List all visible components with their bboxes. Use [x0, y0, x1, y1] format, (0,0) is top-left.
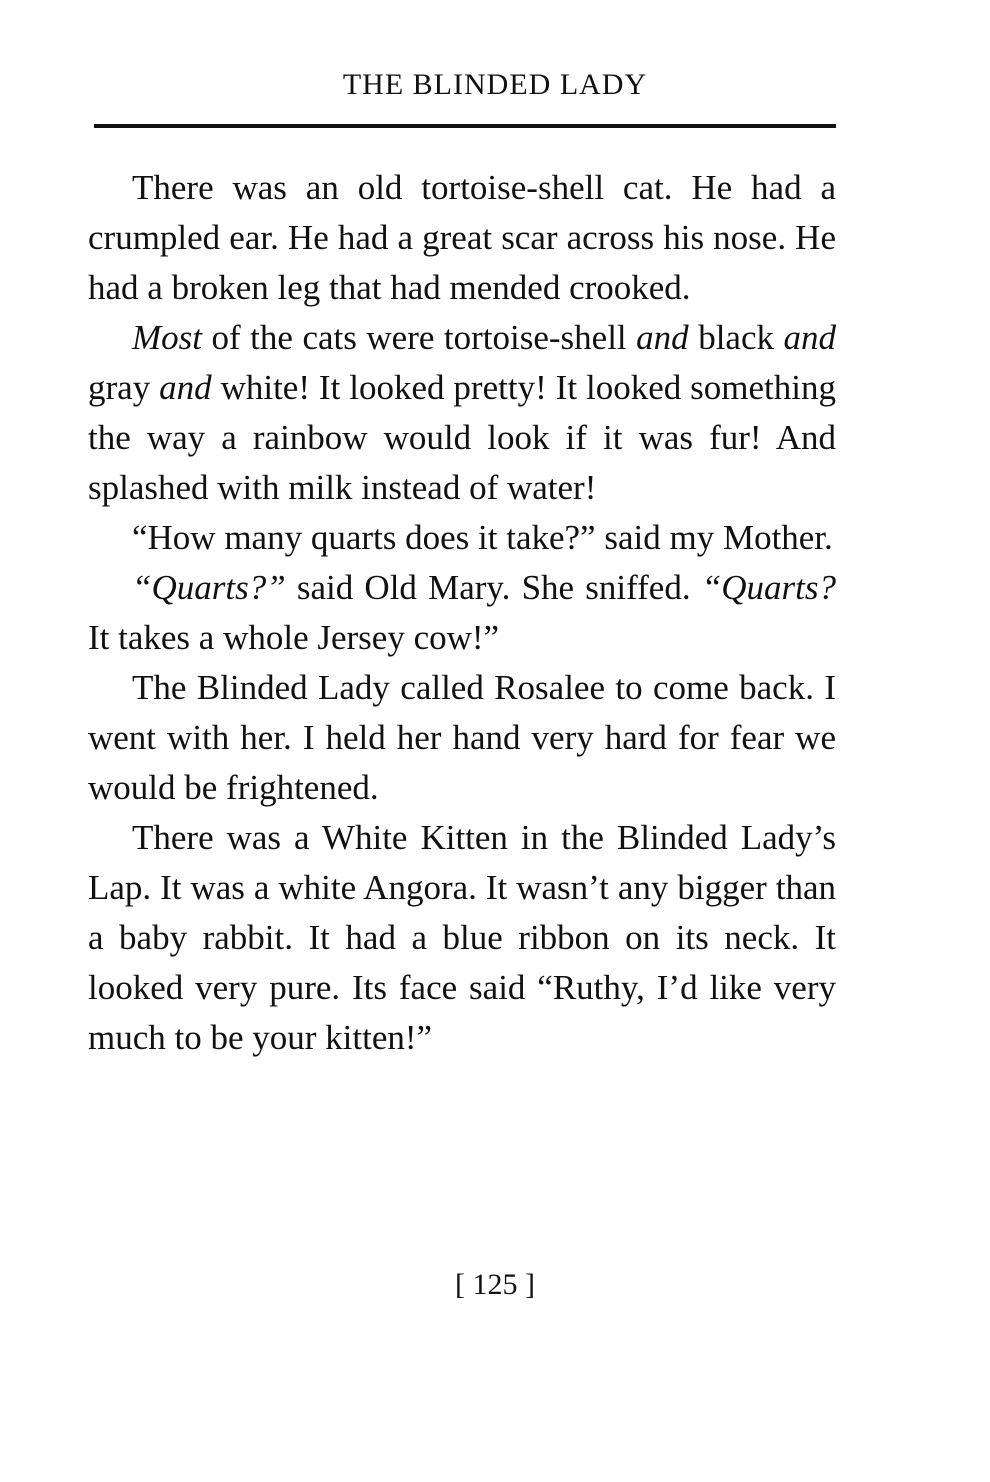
italic-text: “Quarts?”: [132, 568, 286, 607]
running-head: THE BLINDED LADY: [342, 68, 648, 101]
header-rule: [94, 124, 836, 128]
paragraph: “How many quarts does it take?” said my Mother.: [132, 518, 833, 557]
italic-text: and: [783, 318, 836, 357]
body-text: [88, 163, 836, 1063]
italic-text: Most: [132, 318, 202, 357]
italic-text: and: [159, 368, 212, 407]
paragraph: “Quarts?” said Old Mary. She sniffed. “Quarts? It takes a whole Jersey cow!”: [88, 568, 836, 657]
paragraph: The Blinded Lady called Rosalee to come back. I went with her. I held her hand very hard for fear we would be frightened.: [88, 668, 836, 807]
paragraph: Most of the cats were tortoise-shell and black and gray and white! It looked pretty! It looked something the way a rainbow would look if it was fur! And splashed with milk instead of water!: [88, 318, 837, 507]
italic-text: “Quarts?: [701, 568, 836, 607]
paragraph: There was a White Kitten in the Blinded Lady’s Lap. It was a white Angora. It wasn’t any bigger than a baby rabbit. It had a blue ribbon on its neck. It looked very pure. Its face said “Ruthy, I’d like very much to be your kitten!”: [88, 818, 836, 1057]
page-number: [ 125 ]: [455, 1268, 535, 1301]
italic-text: and: [636, 318, 689, 357]
paragraph: There was an old tortoise-shell cat. He had a crumpled ear. He had a great scar across his nose. He had a broken leg that had mended crooked.: [88, 168, 836, 307]
